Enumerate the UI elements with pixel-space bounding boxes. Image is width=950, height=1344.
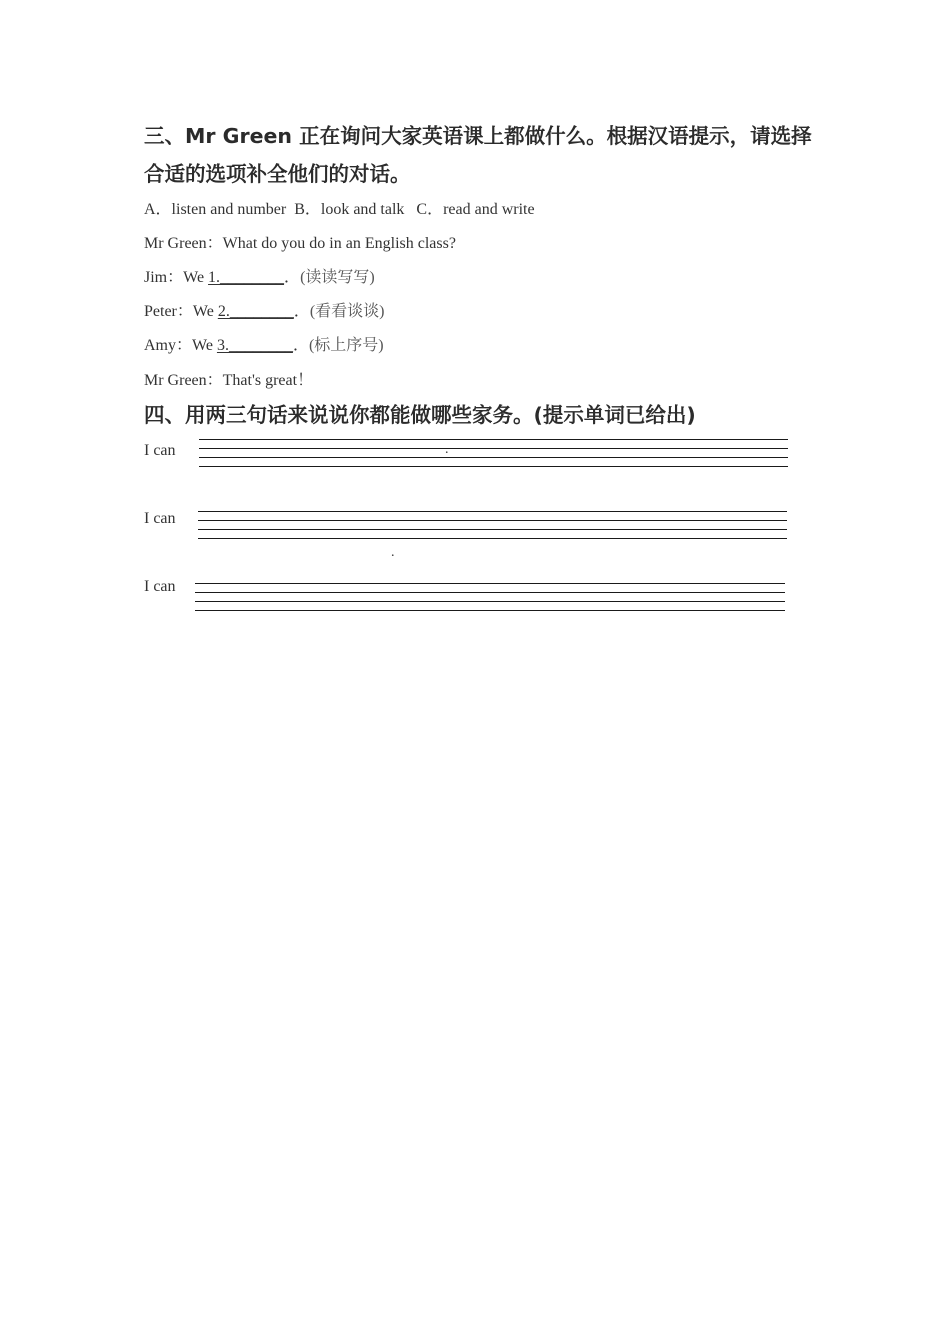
writing-lines-1[interactable] (199, 439, 788, 469)
writing-rule (195, 592, 785, 593)
i-can-label-2: I can (144, 510, 176, 527)
sentence-end-mark: . (445, 442, 449, 457)
hint-text: (看看谈谈) (309, 303, 385, 320)
i-can-label-1: I can (144, 442, 176, 459)
writing-rule (199, 466, 788, 467)
writing-rule (199, 457, 788, 458)
writing-lines-3[interactable] (195, 583, 785, 613)
section4-heading: 四、用两三句话来说说你都能做哪些家务。(提示单词已给出) (144, 403, 696, 427)
writing-rule (198, 538, 787, 539)
closing-line (144, 371, 313, 391)
i-can-label-3: I can (144, 578, 176, 595)
dialog-prefix: We (183, 269, 209, 286)
hint-text: (读读写写) (300, 269, 375, 286)
dialog-suffix: ． (284, 269, 301, 286)
writing-rule (198, 529, 787, 530)
dialog-suffix: ． (293, 303, 310, 320)
writing-lines-2[interactable] (198, 511, 787, 541)
writing-rule (198, 520, 787, 521)
writing-rule (199, 439, 788, 440)
dialog-prefix: We (192, 303, 218, 320)
sentence-end-mark: . (391, 545, 395, 560)
dialog-suffix: ． (292, 337, 309, 354)
dialog-line-peter (144, 302, 385, 322)
dialog-line-amy (144, 336, 384, 356)
writing-rule (198, 511, 787, 512)
speaker-peter: Peter： (144, 303, 193, 320)
speaker-jim: Jim： (144, 269, 184, 286)
speaker-mr-green: Mr Green： (144, 235, 223, 252)
writing-rule (195, 601, 785, 602)
question-text: What do you do in an English class? (222, 235, 456, 252)
dialog-line-jim (144, 268, 375, 288)
writing-rule (199, 448, 788, 449)
section3-heading: 三、Mr Green 正在询问大家英语课上都做什么。根据汉语提示，请选择合适的选项补全他们的对话。 (144, 124, 812, 186)
dialog-prefix: We (192, 337, 217, 354)
answer-blank-3[interactable]: 3.________ (216, 337, 293, 354)
closing-text: That's great！ (222, 372, 314, 389)
answer-blank-2[interactable]: 2.________ (217, 303, 294, 320)
question-line (144, 234, 456, 254)
speaker-mr-green: Mr Green： (144, 372, 223, 389)
options-line: A．listen and number B．look and talk C．read and write (144, 201, 535, 218)
writing-rule (195, 583, 785, 584)
answer-blank-1[interactable]: 1.________ (208, 269, 285, 286)
speaker-amy: Amy： (144, 337, 193, 354)
writing-rule (195, 610, 785, 611)
hint-text: (标上序号) (308, 337, 384, 354)
